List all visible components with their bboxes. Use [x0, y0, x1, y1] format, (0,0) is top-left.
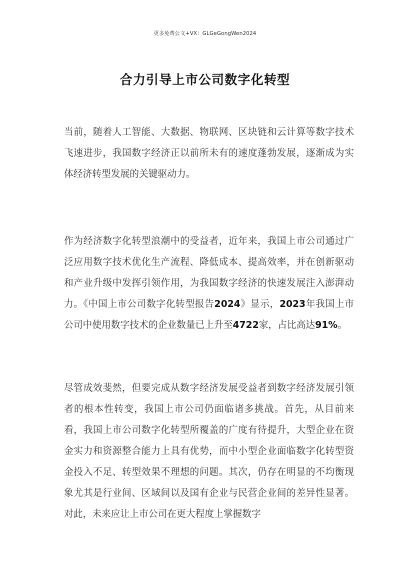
share-percent: 91%	[315, 320, 338, 331]
stat-year: 2023	[279, 299, 306, 310]
header-note: 更多免费公文+VX：GLGeGongWen2024	[153, 31, 257, 37]
company-count: 4722	[232, 320, 259, 331]
paragraph-3-text: 尽管成效斐然，但要完成从数字经济发展受益者到数字经济发展引领者的根本性转变，我国上市公司仍面临诸多挑战。首先，从目前来看，我国上市公司数字化转型所覆盖的广度有待提升，大型企业在资金实力和资源整合能力上具有优势，而中小型企业面临数字化转型资金投入不足、转型效果不理想的问题。其次，仍存在明显的不均衡现象尤其是行业间、区域间以及国有企业与民营企业间的差异性显著。对此，未来应让上市公司在更大程度上掌握数字	[64, 383, 354, 520]
paragraph-2-text-middle-2: 年我国上市公司中使用数字技术的企业数量已上升至	[64, 299, 354, 331]
paragraph-2-text-before: 作为经济数字化转型浪潮中的受益者，近年来，我国上市公司通过广泛应用数字技术优化生产流程、降低成本、提高效率，并在创新驱动和产业升级中发挥引领作用，为我国数字经济的快速发展注入澎湃动力。《中国上市公司数字化转型报告	[64, 236, 354, 310]
paragraph-2-text-after: 。	[337, 320, 347, 331]
paragraph-1	[64, 122, 354, 185]
paragraph-2-text-middle-1: 》显示，	[240, 299, 280, 310]
paragraph-1-text: 当前，随着人工智能、大数据、物联网、区块链和云计算等数字技术飞速进步，我国数字经济正以前所未有的速度蓬勃发展，逐渐成为实体经济转型发展的关键驱动力。	[64, 127, 354, 180]
document-title: 合力引导上市公司数字化转型	[119, 72, 291, 87]
paragraph-3	[64, 378, 354, 568]
paragraph-2	[64, 231, 354, 336]
report-year: 2024	[214, 299, 241, 310]
paragraph-2-text-middle-3: 家，占比高达	[258, 320, 316, 331]
